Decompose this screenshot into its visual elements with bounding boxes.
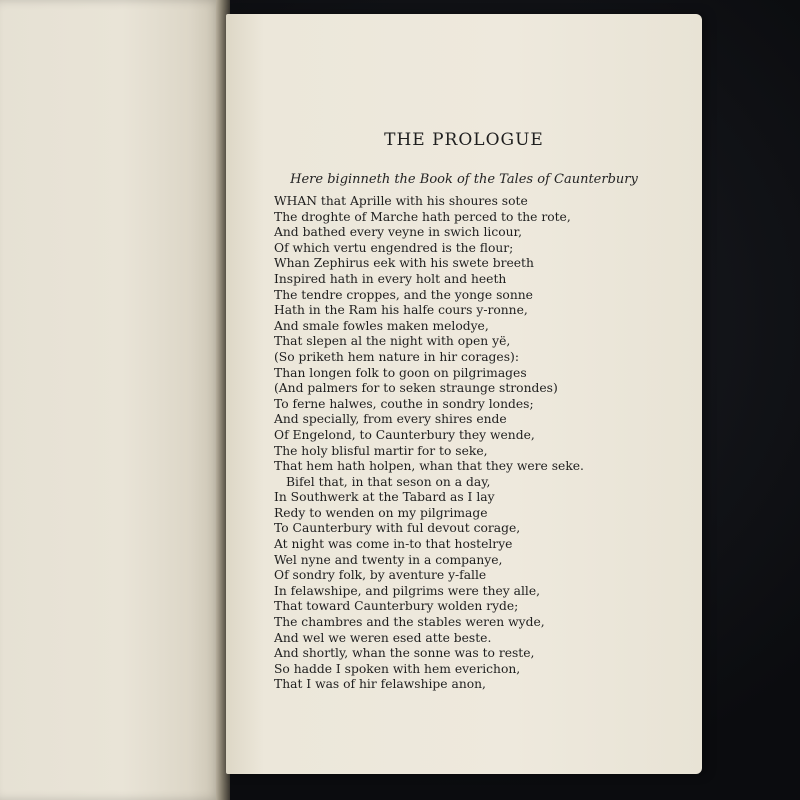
poem-line: To ferne halwes, couthe in sondry londes; [274,396,534,411]
right-page [226,14,702,774]
page-title: THE PROLOGUE [384,130,544,150]
poem-line: Redy to wenden on my pilgrimage [274,505,488,520]
poem-line: In felawshipe, and pilgrims were they alle, [274,583,541,598]
poem-line: That hem hath holpen, whan that they were seke. [274,459,584,474]
poem-line: And smale fowles maken melodye, [274,318,489,333]
poem-line: The droghte of Marche hath perced to the rote, [274,209,571,224]
poem-line: Of sondry folk, by aventure y-falle [274,568,487,583]
poem-line: The tendre croppes, and the yonge sonne [274,287,533,302]
poem-text [274,194,694,693]
poem-line: The holy blisful martir for to seke, [274,443,488,458]
poem-line: That slepen al the night with open yë, [274,334,511,349]
poem-line: Than longen folk to goon on pilgrimages [274,365,527,380]
poem-line: (So priketh hem nature in hir corages): [274,349,519,364]
poem-line: So hadde I spoken with hem everichon, [274,661,521,676]
poem-line: And bathed every veyne in swich licour, [274,225,522,240]
poem-line: Inspired hath in every holt and heeth [274,271,507,286]
page-text [226,14,702,774]
poem-line: (And palmers for to seken straunge strondes) [274,381,558,396]
left-page [0,0,222,800]
poem-line: That toward Caunterbury wolden ryde; [274,599,519,614]
poem-line: And specially, from every shires ende [274,412,507,427]
poem-line: At night was come in-to that hostelrye [274,537,513,552]
poem-line: And wel we weren esed atte beste. [274,630,492,645]
poem-line: The chambres and the stables weren wyde, [274,615,545,630]
poem-line: That I was of hir felawshipe anon, [274,677,486,692]
page-subtitle: Here biginneth the Book of the Tales of Caunterbury [290,172,638,187]
poem-line: To Caunterbury with ful devout corage, [274,521,521,536]
poem-line: Hath in the Ram his halfe cours y-ronne, [274,303,528,318]
poem-line: WHAN that Aprille with his shoures sote [274,194,528,208]
poem-line: Wel nyne and twenty in a companye, [274,552,503,567]
poem-line: And shortly, whan the sonne was to reste, [274,646,535,661]
poem-line: Of Engelond, to Caunterbury they wende, [274,427,535,442]
poem-line: In Southwerk at the Tabard as I lay [274,490,495,505]
poem-line: Whan Zephirus eek with his swete breeth [274,256,534,271]
poem-line: Bifel that, in that seson on a day, [286,474,491,489]
poem-line: Of which vertu engendred is the flour; [274,240,514,255]
